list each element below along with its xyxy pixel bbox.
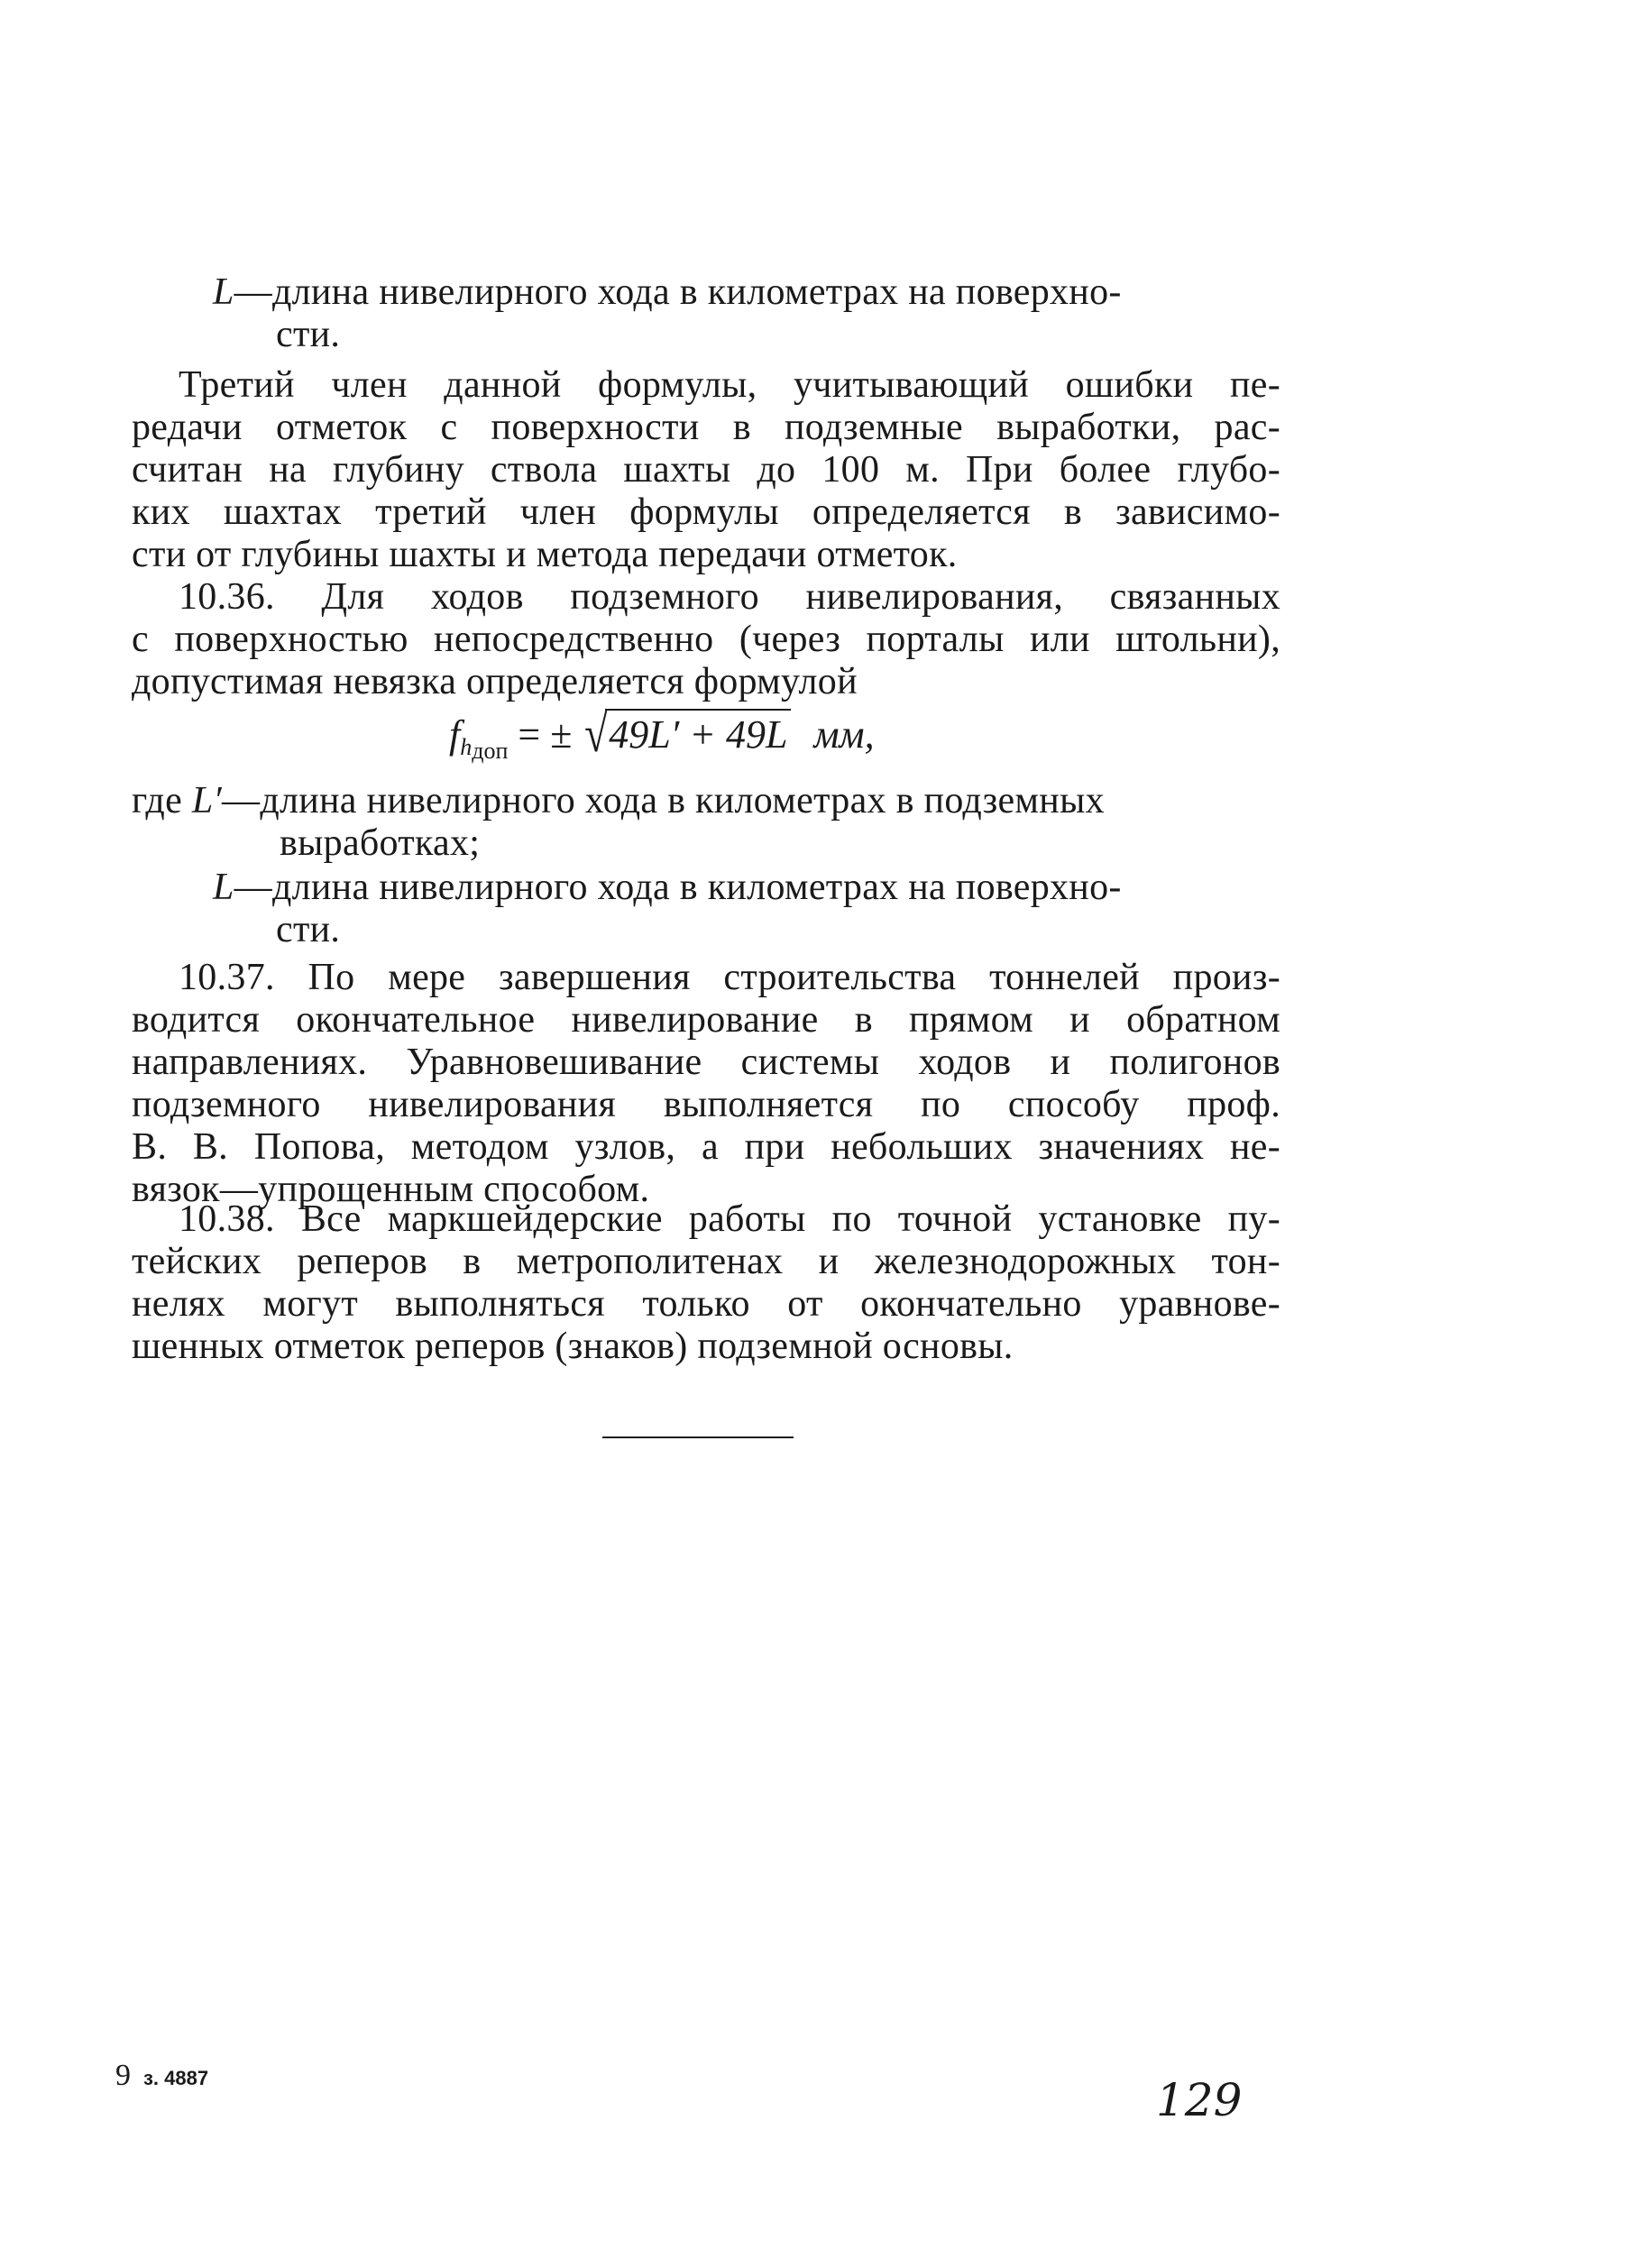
paragraph-line: сти от глубины шахты и метода передачи отметок. <box>132 534 958 575</box>
definition-L-line1: L—длина нивелирного хода в километрах на поверхно- <box>213 867 1122 908</box>
clause-10-37-line: вязок—упрощенным способом. <box>132 1169 650 1210</box>
order-code: з. 4887 <box>143 2067 209 2089</box>
printer-signature <box>115 2059 208 2093</box>
clause-10-37-line: 10.37. По мере завершения строительства тоннелей произ- <box>179 957 1280 998</box>
clause-10-37-line: подземного нивелирования выполняется по способу проф. <box>132 1084 1280 1125</box>
definition-Lprime-line1: где L′—длина нивелирного хода в километрах в подземных <box>132 780 1105 821</box>
formula-radicand: 49L′ + 49L <box>605 709 791 757</box>
square-root-sign: √ <box>584 704 609 763</box>
definition-L-line2: сти. <box>276 909 341 950</box>
clause-10-38-line: нелях могут выполняться только от окончательно уравнове- <box>132 1283 1280 1325</box>
tolerance-formula: $fh_{доп}$ = ± √49L′ + 49L мм, <box>449 704 875 764</box>
clause-10-38-line: тейских реперов в метрополитенах и железнодорожных тон- <box>132 1241 1280 1282</box>
paragraph-line: Третий член данной формулы, учитывающий ошибки пе- <box>179 364 1280 406</box>
clause-10-38-line: шенных отметок реперов (знаков) подземной основы. <box>132 1326 1014 1367</box>
definition-L-line2: сти. <box>276 314 341 355</box>
clause-10-36-line: допустимая невязка определяется формулой <box>132 661 858 702</box>
page-number: 129 <box>1156 2074 1243 2126</box>
clause-10-37-line: направлениях. Уравновешивание системы ходов и полигонов <box>132 1042 1280 1083</box>
section-separator-rule <box>602 1436 794 1438</box>
paragraph-line: ких шахтах третий член формулы определяется в зависимо- <box>132 491 1280 533</box>
paragraph-line: редачи отметок с поверхности в подземные выработки, рас- <box>132 407 1280 448</box>
clause-10-37-line: В. В. Попова, методом узлов, а при небольших значениях не- <box>132 1126 1280 1168</box>
signature-number: 9 <box>115 2059 131 2092</box>
paragraph-line: считан на глубину ствола шахты до 100 м. При более глубо- <box>132 449 1280 491</box>
definition-Lprime-line2: выработках; <box>280 822 481 864</box>
clause-10-36-line: 10.36. Для ходов подземного нивелирования, связанных <box>179 576 1280 618</box>
clause-10-36-line: с поверхностью непосредственно (через порталы или штольни), <box>132 619 1280 660</box>
clause-10-37-line: водится окончательное нивелирование в прямом и обратном <box>132 999 1280 1041</box>
definition-L-line1: L—длина нивелирного хода в километрах на поверхно- <box>213 271 1122 313</box>
clause-10-38-line: 10.38. Все маркшейдерские работы по точной установке пу- <box>179 1198 1280 1240</box>
